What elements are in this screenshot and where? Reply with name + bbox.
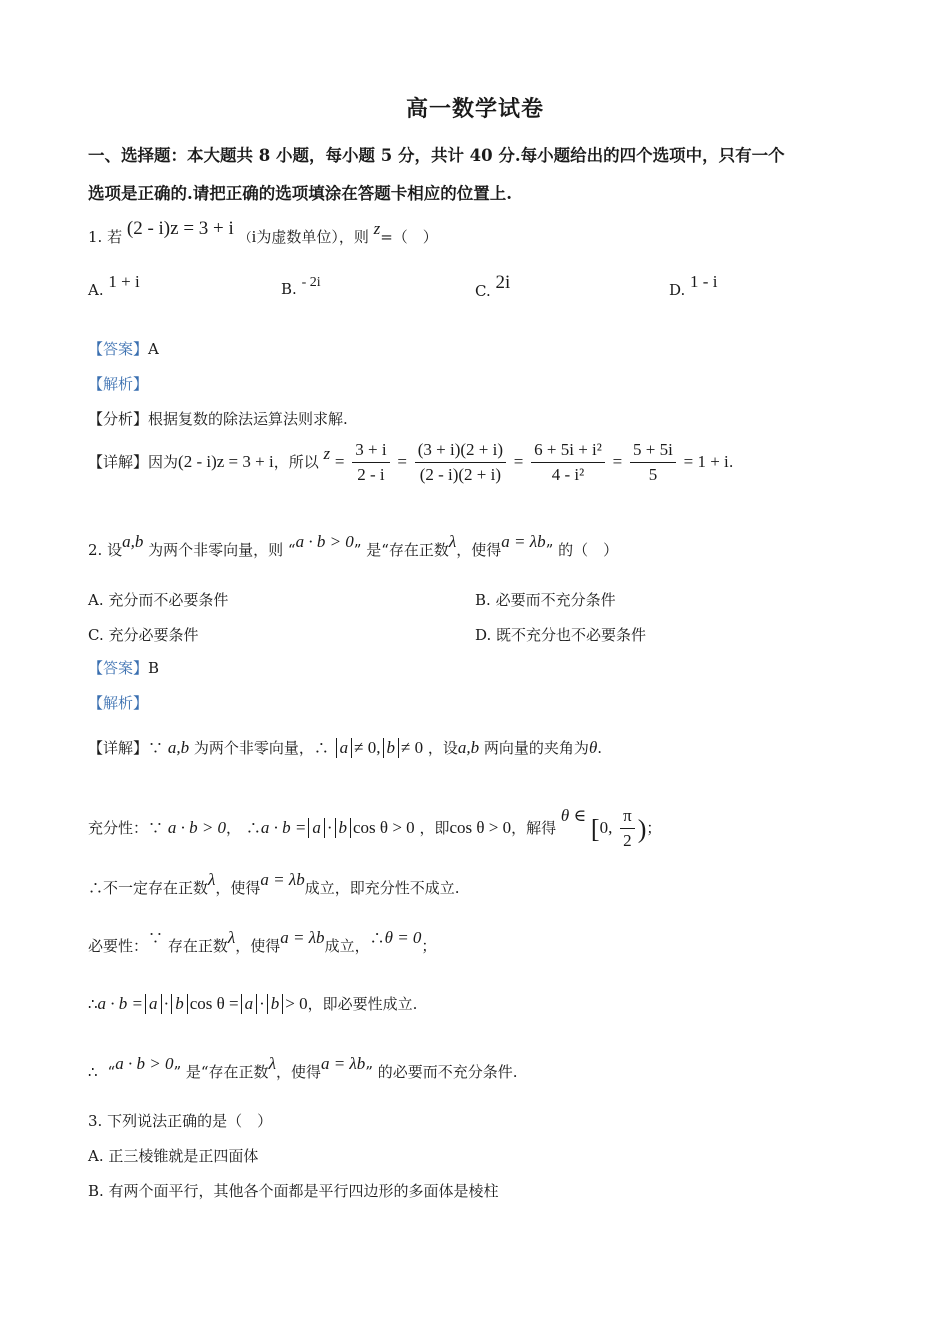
q2-detail: 【详解】∵ a,b 为两个非零向量，∴ a ≠ 0, b ≠ 0 ，设a,b 两向量的夹角为θ.: [88, 738, 603, 757]
q2-analysis-label: 【解析】: [88, 694, 149, 712]
pi-over-2: $\frac{\pi}{2}$: [620, 806, 635, 852]
q1-equation: (2 - i)z = 3 + i: [126, 218, 234, 239]
q1-answer: 【答案】A: [88, 340, 159, 358]
q2-option-b: B. 必要而不充分条件: [475, 591, 616, 609]
q3-stem: 3. 下列说法正确的是（ ）: [88, 1112, 273, 1130]
q3-option-a: A. 正三棱锥就是正四面体: [88, 1147, 259, 1165]
q1-option-d: D. 1 - i: [669, 272, 718, 299]
q2-option-d: D. 既不充分也不必要条件: [475, 626, 647, 644]
q2-answer: 【答案】B: [88, 659, 160, 677]
q2-option-c: C. 充分必要条件: [88, 626, 199, 644]
q2-line-3: ∴不一定存在正数λ，使得a = λb成立，即充分性不成立.: [88, 870, 460, 897]
q3-option-b: B. 有两个面平行，其他各个面都是平行四边形的多面体是棱柱: [88, 1182, 499, 1200]
q1-stem: 1. 若 (2 - i)z = 3 + i （i为虚数单位），则 z=（ ）: [88, 218, 438, 246]
q1-frac-3: $\frac{\text{6 + 5i + i²}}{\text{4 - i²}}$: [531, 440, 605, 486]
q1-option-b: B. - 2i: [281, 275, 321, 298]
q1-option-a: A. 1 + i: [88, 272, 140, 299]
section-heading-line1: 一、选择题：本大题共 8 小题，每小题 5 分，共计 40 分.每小题给出的四个选项中，只有一个: [88, 146, 785, 165]
q1-detail: 【详解】因为(2 - i)z = 3 + i，所以 z = $\frac{3 + i}{2 - i}$ = $\frac{(3 + i)(2 + i)}{(2 - i)(2 + i)}$ = $\frac{\text{6 + 5i + i²}}{\text{4 - i²}}$ = $\frac{5 + 5i}{5}$ = 1 + i.: [88, 440, 734, 485]
q1-analysis-label: 【解析】: [88, 375, 149, 393]
section-heading-line2: 选项是正确的.请把正确的选项填涂在答题卡相应的位置上.: [88, 184, 512, 203]
q1-option-c: C. 2i: [475, 272, 511, 300]
answer-label: 【答案】: [88, 340, 149, 358]
q2-option-a: A. 充分而不必要条件: [88, 591, 229, 609]
q2-stem: 2. 设a,b 为两个非零向量，则 “a · b > 0” 是“存在正数λ，使得a = λb” 的（ ）: [88, 532, 619, 559]
q1-frac-2: $\frac{(3 + i)(2 + i)}{(2 - i)(2 + i)}$: [415, 440, 506, 486]
q1-fenxi: 【分析】根据复数的除法运算法则求解.: [88, 410, 348, 428]
page-title: 高一数学试卷: [405, 96, 544, 122]
q2-sufficiency: 充分性：∵ a · b > 0， ∴a · b = a · b cos θ > 0 ，即cos θ > 0，解得 θ ∈ [0, $\frac{\pi}{2}$ )；: [88, 805, 662, 851]
q2-line-5: ∴a · b = a · b cos θ = a · b > 0，即必要性成立.: [88, 994, 418, 1013]
q1-frac-4: $\frac{5 + 5i}{5}$: [630, 440, 676, 486]
q2-necessity: 必要性：∵ 存在正数λ，使得a = λb成立，∴θ = 0；: [88, 928, 437, 955]
q2-conclusion: ∴ “a · b > 0” 是“存在正数λ，使得a = λb” 的必要而不充分条件.: [88, 1054, 518, 1081]
q1-frac-1: $\frac{3 + i}{2 - i}$: [352, 440, 389, 486]
